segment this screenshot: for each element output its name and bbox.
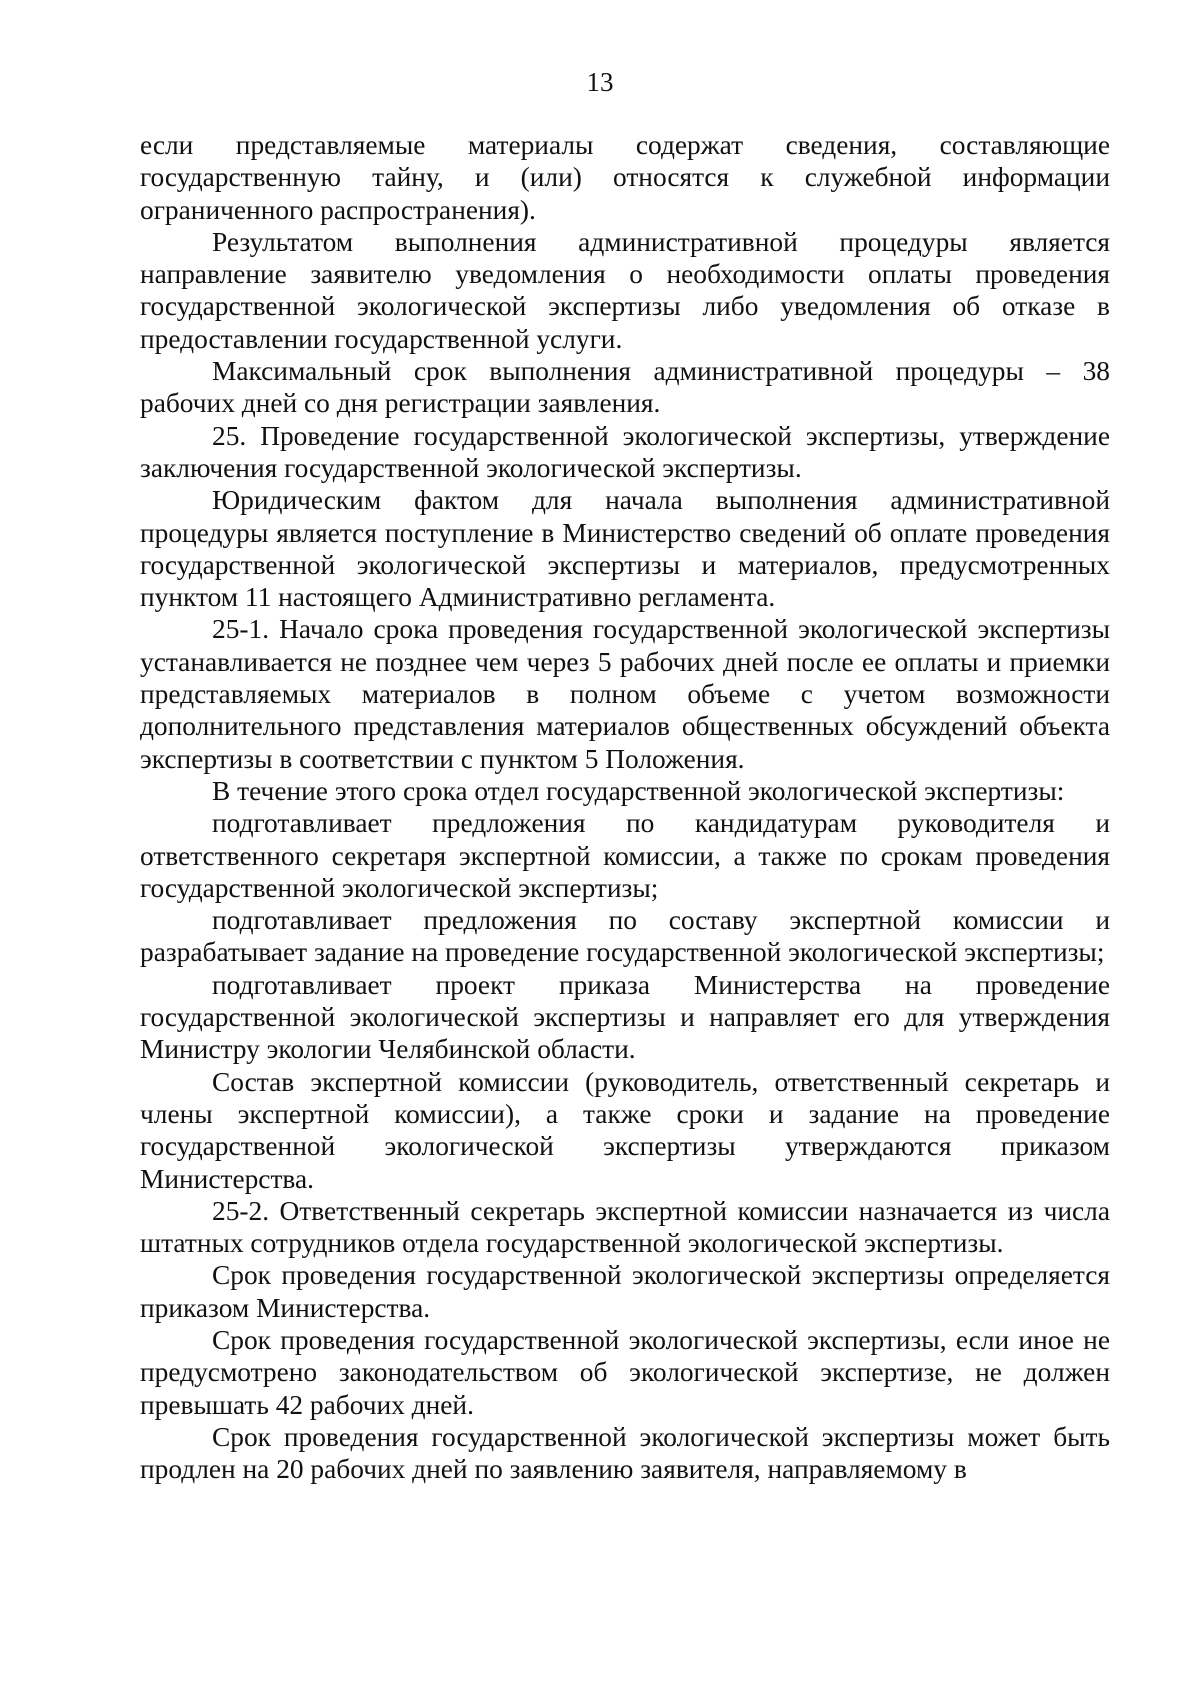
paragraph-legal-fact: Юридическим фактом для начала выполнения административной процедуры является поступление в Министерство сведений об оплате проведения государственной экологической экспертизы и материалов, предусмотренных пунктом 11 настоящего Административно регламента.: [140, 485, 1110, 613]
paragraph-item-25: 25. Проведение государственной экологической экспертизы, утверждение заключения государственной экологической экспертизы.: [140, 420, 1110, 483]
list-item-candidates: подготавливает предложения по кандидатурам руководителя и ответственного секретаря экспертной комиссии, а также по срокам проведения государственной экологической экспертизы;: [140, 808, 1110, 903]
paragraph-item-25-1: 25-1. Начало срока проведения государственной экологической экспертизы устанавливается не позднее чем через 5 рабочих дней после ее оплаты и приемки представляемых материалов в полном объеме с учетом возможности дополнительного представления материалов общественных обсуждений объекта экспертизы в соответствии с пунктом 5 Положения.: [140, 614, 1110, 774]
paragraph-result: Результатом выполнения административной процедуры является направление заявителю уведомления о необходимости оплаты проведения государственной экологической экспертизы либо уведомления об отказе в предоставлении государственной услуги.: [140, 226, 1110, 354]
page-number: 13: [586, 67, 614, 97]
paragraph-term-extension: Срок проведения государственной экологической экспертизы может быть продлен на 20 рабочих дней по заявлению заявителя, направляемому в: [140, 1421, 1110, 1485]
paragraph-term-by-order: Срок проведения государственной экологической экспертизы определяется приказом Министерства.: [140, 1260, 1110, 1323]
list-item-order-draft: подготавливает проект приказа Министерства на проведение государственной экологической экспертизы и направляет его для утверждения Министру экологии Челябинской области.: [140, 969, 1110, 1065]
paragraph-commission-approval: Состав экспертной комиссии (руководитель, ответственный секретарь и члены экспертной комиссии), а также сроки и задание на проведение государственной экологической экспертизы утверждаются приказом Министерства.: [140, 1066, 1110, 1194]
paragraph-during-term: В течение этого срока отдел государственной экологической экспертизы:: [212, 775, 1065, 806]
paragraph-item-25-2: 25-2. Ответственный секретарь экспертной комиссии назначается из числа штатных сотрудников отдела государственной экологической экспертизы.: [140, 1195, 1110, 1259]
list-item-commission-composition: подготавливает предложения по составу экспертной комиссии и разрабатывает задание на проведение государственной экологической экспертизы;: [140, 905, 1110, 968]
paragraph-term-limit: Срок проведения государственной экологической экспертизы, если иное не предусмотрено законодательством об экологической экспертизе, не должен превышать 42 рабочих дней.: [140, 1324, 1110, 1420]
document-body: [140, 129, 1110, 1485]
paragraph-max-term: Максимальный срок выполнения административной процедуры – 38 рабочих дней со дня регистрации заявления.: [140, 356, 1110, 419]
paragraph-continuation: если представляемые материалы содержат сведения, составляющие государственную тайну, и (или) относятся к служебной информации ограниченного распространения).: [140, 130, 1110, 225]
